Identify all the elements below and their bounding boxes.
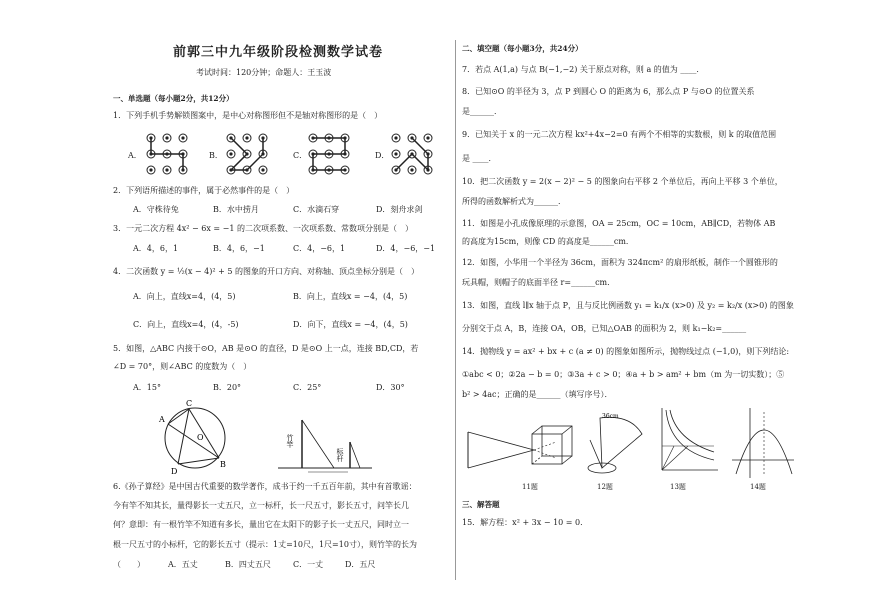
pattern-dot <box>394 152 397 155</box>
fig12-caption: 12题 <box>597 483 613 491</box>
q6-option-b: B．四丈五尺 <box>225 560 271 569</box>
q6-option-a: A．五丈 <box>168 560 198 569</box>
q6-answer-blank: （ ） <box>113 560 145 569</box>
question-4: 4．二次函数 y = ½(x − 4)² + 5 的图象的开口方向、对称轴、顶点坐标分别是（ ） <box>113 267 419 276</box>
q5-option-c: C．25° <box>293 383 322 392</box>
q5-option-a: A．15° <box>133 383 161 392</box>
q4-option-d: D．向下，直线x = −4，(4，5) <box>293 320 408 329</box>
q1-option-d-label: D． <box>375 151 390 160</box>
q1-pattern-d <box>388 130 438 180</box>
q2-option-c: C．水滴石穿 <box>293 205 340 214</box>
question-15: 15．解方程：x² + 3x − 10 = 0． <box>462 518 589 527</box>
q1-option-a-label: A． <box>128 151 142 160</box>
q6-option-d: D．五尺 <box>345 560 376 569</box>
q4-option-b: B．向上，直线x = −4，(4，5) <box>293 292 408 301</box>
q4-option-c: C．向上，直线x=4，(4，-5) <box>133 320 239 329</box>
pattern-dot <box>165 136 168 139</box>
pattern-dot <box>229 152 232 155</box>
question-13-line-2: 分别交于点 A，B，连接 OA，OB，已知△OAB 的面积为 2，则 k₁−k₂=______ <box>462 324 747 333</box>
question-14-line-2: ①abc < 0；②2a − b = 0；③3a + c > 0；④a + b > am² + bm（m 为一切实数）；⑤ <box>462 370 785 379</box>
fig5-label-b: B <box>220 460 226 469</box>
question-3: 3．一元二次方程 4x² − 6x = −1 的二次项系数、一次项系数、常数项分别是（ ） <box>113 224 413 233</box>
fig11-pinhole-diagram <box>464 420 574 480</box>
q2-option-a: A．守株待兔 <box>133 205 179 214</box>
fig14-caption: 14题 <box>750 483 766 491</box>
q3-option-a: A．4，6，1 <box>133 244 179 253</box>
question-1: 1．下列手机手势解锁图案中，是中心对称图形但不是轴对称图形的是（ ） <box>113 111 383 120</box>
question-6-line-2: 今有竿不知其长，量得影长一丈五尺，立一标杆，长一尺五寸，影长五寸，问竿长几 <box>113 501 409 510</box>
q3-option-c: C．4，−6，1 <box>293 244 346 253</box>
q5-option-b: B．20° <box>213 383 242 392</box>
pattern-dot <box>149 168 152 171</box>
fig5-label-o: O <box>197 433 204 442</box>
fig14-parabola-graph <box>728 404 798 480</box>
pattern-dot <box>426 136 429 139</box>
section-1-heading: 一、单选题（每小题2分，共12分） <box>113 94 234 103</box>
fig5-label-c: C <box>186 399 193 408</box>
fig13-caption: 13题 <box>670 483 686 491</box>
pattern-dot <box>245 136 248 139</box>
question-5-line-2: ∠D = 70°，则∠ABC 的度数为（ ） <box>113 362 252 371</box>
left-column <box>113 0 448 614</box>
question-5-line-1: 5．如图，△ABC 内接于⊙O，AB 是⊙O 的直径，D 是⊙O 上一点，连接 BD,CD，若 <box>113 344 419 353</box>
question-8-line-2: 是______． <box>462 107 502 116</box>
question-9-line-2: 是 ____． <box>462 154 497 163</box>
q3-option-b: B．4，6，−1 <box>213 244 265 253</box>
question-14-line-3: b² > 4ac；正确的是______（填写序号）． <box>462 390 613 399</box>
q1-option-c-label: C． <box>293 151 308 160</box>
question-6-line-3: 何？意即：有一根竹竿不知道有多长，量出它在太阳下的影子长一丈五尺，同时立一 <box>113 520 409 529</box>
q5-circle-figure <box>153 400 233 475</box>
pattern-dot <box>261 168 264 171</box>
question-9-line-1: 9．已知关于 x 的一元二次方程 kx²+4x−2=0 有两个不相等的实数根，则 k 的取值范围 <box>462 130 777 139</box>
exam-subtitle: 考试时间：120分钟；命题人：王玉波 <box>196 68 332 77</box>
column-divider <box>455 40 456 580</box>
q6-shadow-figure <box>268 400 378 475</box>
question-13-line-1: 13．如图，直线 l∥x 轴于点 P，且与反比例函数 y₁ = k₁/x (x>0) 及 y₂ = k₂/x (x>0) 的图象 <box>462 301 794 310</box>
fig6-rod-label: 标杆 <box>336 448 344 462</box>
pattern-dot <box>410 168 413 171</box>
q5-option-d: D．30° <box>376 383 405 392</box>
exam-title: 前郭三中九年级阶段检测数学试卷 <box>173 45 384 60</box>
pattern-dot <box>181 136 184 139</box>
fig11-caption: 11题 <box>522 483 538 491</box>
q1-pattern-b <box>223 130 273 180</box>
q1-pattern-c <box>305 130 355 180</box>
q1-pattern-a <box>143 130 193 180</box>
question-11-line-2: 的高度为15cm，则像 CD 的高度是______cm． <box>462 237 634 246</box>
question-11-line-1: 11．如图是小孔成像原理的示意图，OA = 25cm，OC = 10cm，AB∥CD，若物体 AB <box>462 219 776 228</box>
right-column <box>462 0 807 614</box>
question-12-line-1: 12．如图，小华用一个半径为 36cm，面积为 324πcm² 的扇形纸板，制作一个圆锥形的 <box>462 258 778 267</box>
q6-option-c: C．一丈 <box>293 560 324 569</box>
question-2: 2．下列语所描述的事件，属于必然事件的是（ ） <box>113 186 295 195</box>
q2-option-b: B．水中捞月 <box>213 205 259 214</box>
question-12-line-2: 玩具帽，则帽子的底面半径 r=______cm． <box>462 278 616 287</box>
q2-option-d: D．刻舟求剑 <box>376 205 423 214</box>
question-14-line-1: 14．抛物线 y = ax² + bx + c (a ≠ 0) 的图象如图所示，抛物线过点 (−1,0)，则下列结论: <box>462 347 790 356</box>
question-8-line-1: 8．已知⊙O 的半径为 3，点 P 到圆心 O 的距离为 6，那么点 P 与⊙O 的位置关系 <box>462 87 755 96</box>
fig12-cone-diagram <box>580 410 650 480</box>
q1-option-b-label: B． <box>209 151 223 160</box>
question-10-line-2: 所得的函数解析式为______． <box>462 197 566 206</box>
pattern-dot <box>165 168 168 171</box>
question-10-line-1: 10．把二次函数 y = 2(x − 2)² − 5 的图象向右平移 2 个单位后，再向上平移 3 个单位， <box>462 177 783 186</box>
q4-option-a: A．向上，直线x=4，(4，5) <box>133 292 236 301</box>
question-6-line-1: 6.《孙子算经》是中国古代重要的数学著作，成书于约一千五百年前，其中有首歌谣： <box>113 482 417 491</box>
fig13-inverse-graph <box>652 404 722 480</box>
pattern-dot <box>394 136 397 139</box>
fig5-label-d: D <box>171 467 178 476</box>
question-6-line-4: 根一尺五寸的小标杆，它的影长五寸（提示：1丈=10尺，1尺=10寸），则竹竿的长为 <box>113 540 417 549</box>
question-7: 7．若点 A(1,a) 与点 B(−1,−2) 关于原点对称，则 a 的值为 ____． <box>462 65 705 74</box>
fig6-pole-label: 竹竿 <box>286 434 294 448</box>
section-3-heading: 三、解答题 <box>462 500 500 509</box>
section-2-heading: 二、填空题（每小题3分，共24分） <box>462 44 583 53</box>
fig5-label-a: A <box>159 415 165 424</box>
fig12-radius-label: 36cm <box>602 413 619 420</box>
q3-option-d: D．4，−6，−1 <box>376 244 436 253</box>
